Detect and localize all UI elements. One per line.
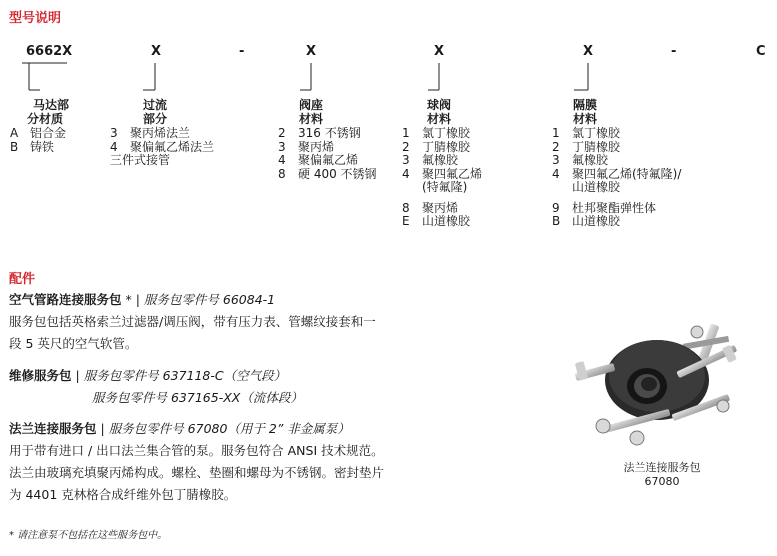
header-motor-line2: 分材质 — [27, 112, 64, 126]
option-text: (特氟隆) — [422, 180, 468, 194]
option-row — [552, 141, 681, 155]
option-row — [278, 168, 377, 182]
option-row — [552, 215, 681, 229]
option-text: 山道橡胶 — [572, 214, 621, 228]
image-caption — [612, 461, 712, 489]
header-seat-material — [299, 98, 323, 126]
option-row — [110, 127, 214, 141]
option-text: 氯丁橡胶 — [422, 126, 471, 140]
option-text: 丁腈橡胶 — [572, 139, 621, 154]
option-key: 1 — [402, 126, 410, 140]
options-diaphragm — [552, 127, 681, 229]
repair-kit-part-fluid: 服务包零件号 637165-XX（流体段） — [92, 390, 303, 405]
option-text: 聚偏氟乙烯法兰 — [130, 139, 215, 154]
option-row — [278, 154, 377, 168]
footnote: * 请注意泵不包括在这些服务包中。 — [9, 530, 168, 541]
option-text: 山道橡胶 — [422, 214, 471, 228]
option-text: 山道橡胶 — [572, 180, 621, 194]
flange-kit-desc-3: 为 4401 克林格合成纤维外包丁腈橡胶。 — [9, 487, 237, 502]
option-text: 聚四氟乙烯 — [422, 166, 483, 181]
option-key: 4 — [552, 166, 560, 181]
header-ball-line1: 球阀 — [427, 98, 452, 112]
code-dash-2: - — [671, 44, 677, 59]
image-caption-title: 法兰连接服务包 — [623, 461, 701, 474]
air-kit-separator: * | — [121, 292, 144, 307]
repair-kit-part-air: 服务包零件号 637118-C（空气段） — [83, 368, 287, 383]
option-text: 铝合金 — [30, 126, 67, 140]
option-row — [10, 141, 66, 155]
air-kit-desc-1: 服务包包括英格索兰过滤器/调压阀，带有压力表、管螺纹接套和一 — [9, 314, 376, 329]
flange-kit-desc-1: 用于带有进口 / 出口法兰集合管的泵。服务包符合 ANSI 技术规范。 — [9, 443, 384, 458]
header-seat-line1: 阀座 — [299, 98, 324, 112]
option-key: 4 — [402, 166, 410, 181]
air-kit-part-label: 服务包零件号 — [143, 292, 223, 307]
option-row — [278, 127, 377, 141]
option-text: 丁腈橡胶 — [422, 139, 471, 154]
flange-kit-desc-2: 法兰由玻璃充填聚丙烯构成。螺栓、垫圈和螺母为不锈钢。密封垫片 — [9, 465, 385, 480]
code-seat: X — [306, 44, 317, 59]
flange-kit-heading — [9, 419, 350, 439]
header-flow-part — [143, 98, 167, 126]
option-key: B — [552, 214, 561, 228]
option-row — [402, 215, 482, 229]
options-ball — [402, 127, 482, 229]
code-flow: X — [151, 44, 162, 59]
image-caption-part: 67080 — [644, 475, 680, 488]
option-text: 聚偏氟乙烯 — [298, 153, 359, 167]
option-key: 4 — [278, 153, 286, 167]
option-text: 316 不锈钢 — [298, 126, 361, 140]
option-row — [402, 202, 482, 216]
option-key: E — [402, 214, 410, 228]
option-key: 8 — [278, 166, 286, 181]
option-text: 氯丁橡胶 — [572, 126, 621, 140]
option-row — [402, 127, 482, 141]
option-key: 3 — [552, 153, 560, 167]
option-row — [552, 154, 681, 168]
option-row — [552, 168, 681, 182]
option-text: 聚四氟乙烯(特氟隆)/ — [572, 166, 682, 181]
flange-kit-name: 法兰连接服务包 — [9, 421, 97, 436]
air-kit-part-number: 66084-1 — [222, 292, 276, 307]
option-row — [552, 127, 681, 141]
header-motor-material — [27, 98, 69, 126]
option-row — [10, 127, 66, 141]
header-ball-material — [427, 98, 451, 126]
option-text: 硬 400 不锈钢 — [298, 166, 377, 181]
header-diaphragm-line2: 材料 — [573, 112, 598, 126]
option-key: A — [10, 126, 19, 140]
option-row — [552, 181, 681, 195]
code-ball: X — [434, 44, 445, 59]
header-motor-line1: 马达部 — [33, 98, 70, 112]
option-key: 2 — [552, 139, 560, 154]
header-seat-line2: 材料 — [299, 112, 324, 126]
option-key: 4 — [110, 139, 118, 154]
option-text: 杜邦聚酯弹性体 — [572, 200, 657, 215]
flange-kit-separator: | — [96, 421, 109, 436]
option-text: 氟橡胶 — [422, 153, 459, 167]
options-flow — [110, 127, 214, 168]
option-row — [278, 141, 377, 155]
air-kit-heading — [9, 290, 275, 310]
option-key: 8 — [402, 200, 410, 215]
option-row — [110, 154, 214, 168]
code-dash-1: - — [239, 44, 245, 59]
option-text: 聚丙烯 — [422, 200, 459, 215]
option-row — [402, 168, 482, 182]
code-suffix: C — [756, 44, 766, 59]
flange-kit-illustration — [575, 318, 755, 450]
flange-kit-part-label: 服务包零件号 67080（用于 2” 非金属泵） — [108, 421, 350, 436]
option-key: 1 — [552, 126, 560, 140]
option-row — [402, 154, 482, 168]
header-diaphragm-line1: 隔膜 — [573, 98, 598, 112]
option-text: 聚丙烯 — [298, 139, 335, 154]
option-text: 三件式接管 — [110, 153, 171, 167]
code-base: 6662X — [26, 44, 73, 59]
option-row — [402, 181, 482, 195]
option-key: 3 — [278, 139, 286, 154]
option-key: 3 — [402, 153, 410, 167]
connector-lines — [0, 0, 777, 130]
option-key: 2 — [278, 126, 286, 140]
code-diaphragm: X — [583, 44, 594, 59]
header-ball-line2: 材料 — [427, 112, 452, 126]
option-row — [552, 202, 681, 216]
header-diaphragm-material — [573, 98, 597, 126]
option-text: 铸铁 — [30, 139, 55, 154]
option-text: 氟橡胶 — [572, 153, 609, 167]
repair-kit-name: 维修服务包 — [9, 368, 72, 383]
option-key: B — [10, 139, 19, 154]
header-flow-line1: 过流 — [143, 98, 168, 112]
model-section-title: 型号说明 — [9, 11, 62, 26]
option-key: 9 — [552, 200, 560, 215]
header-flow-line2: 部分 — [143, 112, 168, 126]
air-kit-name: 空气管路连接服务包 — [9, 292, 122, 307]
option-row — [402, 141, 482, 155]
repair-kit-heading — [9, 366, 286, 386]
option-text: 聚丙烯法兰 — [130, 126, 191, 140]
option-row — [110, 141, 214, 155]
repair-kit-separator: | — [71, 368, 84, 383]
options-seat — [278, 127, 377, 181]
option-key: 2 — [402, 139, 410, 154]
options-motor — [10, 127, 66, 154]
accessories-section-title: 配件 — [9, 272, 36, 287]
option-key: 3 — [110, 126, 118, 140]
air-kit-desc-2: 段 5 英尺的空气软管。 — [9, 336, 138, 351]
